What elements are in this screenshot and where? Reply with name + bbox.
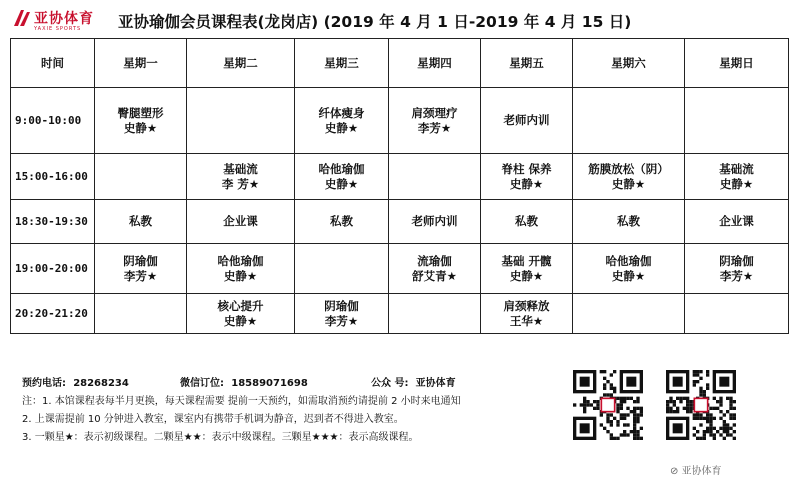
qr-code-icon xyxy=(666,370,736,440)
class-name: 核心提升 xyxy=(217,298,264,313)
class-name: 老师内训 xyxy=(411,214,458,228)
class-cell-saturday xyxy=(573,88,685,154)
contact-line xyxy=(22,374,456,389)
class-name: 哈他瑜伽 xyxy=(318,161,365,176)
class-cell-monday xyxy=(95,244,187,294)
instructor: 史静★ xyxy=(611,176,646,191)
class-name: 阴瑜伽 xyxy=(719,253,754,268)
instructor: 王华★ xyxy=(509,313,544,328)
header-monday: 星期一 xyxy=(95,39,187,88)
class-cell-saturday xyxy=(573,244,685,294)
class-name: 基础流 xyxy=(223,161,258,176)
class-cell-sunday xyxy=(685,88,789,154)
header-friday: 星期五 xyxy=(481,39,573,88)
instructor: 李芳★ xyxy=(324,313,359,328)
instructor: 史静★ xyxy=(324,120,359,135)
instructor: 李芳★ xyxy=(719,268,754,283)
phone-value: 28268234 xyxy=(73,378,129,389)
instructor: 李芳★ xyxy=(123,268,158,283)
table-row xyxy=(11,244,789,294)
note-3: 3. 一颗星★：表示初级课程。二颗星★★：表示中级课程。三颗星★★★：表示高级课程。 xyxy=(22,432,419,443)
class-cell-thursday xyxy=(389,200,481,244)
class-cell-friday xyxy=(481,294,573,334)
qr-code-icon xyxy=(573,370,643,440)
header-sunday: 星期日 xyxy=(685,39,789,88)
class-cell-wednesday xyxy=(295,154,389,200)
table-row xyxy=(11,88,789,154)
header-wednesday: 星期三 xyxy=(295,39,389,88)
table-row xyxy=(11,200,789,244)
class-cell-monday xyxy=(95,294,187,334)
header-thursday: 星期四 xyxy=(389,39,481,88)
class-cell-tuesday xyxy=(187,244,295,294)
header-time: 时间 xyxy=(11,39,95,88)
class-cell-monday xyxy=(95,200,187,244)
brand-subtitle: YAXIE SPORTS xyxy=(34,26,82,32)
class-cell-saturday xyxy=(573,200,685,244)
class-name: 阴瑜伽 xyxy=(123,253,158,268)
instructor: 史静★ xyxy=(324,176,359,191)
class-cell-tuesday xyxy=(187,200,295,244)
class-cell-friday xyxy=(481,88,573,154)
class-cell-wednesday xyxy=(295,294,389,334)
class-name: 纤体瘦身 xyxy=(318,105,365,120)
class-name: 臀腿塑形 xyxy=(117,105,164,120)
schedule-table xyxy=(10,38,789,334)
class-cell-sunday xyxy=(685,200,789,244)
class-cell-sunday xyxy=(685,294,789,334)
brand-name: 亚协体育 xyxy=(34,11,94,27)
class-cell-thursday xyxy=(389,294,481,334)
class-cell-friday xyxy=(481,200,573,244)
time-slot: 15:00-16:00 xyxy=(11,154,95,200)
class-cell-sunday xyxy=(685,154,789,200)
class-cell-sunday xyxy=(685,244,789,294)
class-name: 阴瑜伽 xyxy=(324,298,359,313)
class-cell-wednesday xyxy=(295,244,389,294)
brand-logo xyxy=(4,4,96,38)
note-2: 2. 上课需提前 10 分钟进入教室，课室内有携带手机调为静音，迟到者不得进入教室。 xyxy=(22,414,404,425)
class-cell-monday xyxy=(95,154,187,200)
header-saturday: 星期六 xyxy=(573,39,685,88)
class-cell-tuesday xyxy=(187,294,295,334)
class-cell-saturday xyxy=(573,294,685,334)
class-cell-wednesday xyxy=(295,200,389,244)
time-slot: 18:30-19:30 xyxy=(11,200,95,244)
instructor: 史静★ xyxy=(509,176,544,191)
class-name: 筋膜放松（阴） xyxy=(588,161,669,176)
brand-mark-icon xyxy=(12,8,34,28)
class-name: 哈他瑜伽 xyxy=(217,253,264,268)
class-name: 流瑜伽 xyxy=(417,253,452,268)
header-row xyxy=(11,39,789,88)
class-name: 私教 xyxy=(617,214,640,228)
class-name: 老师内训 xyxy=(503,113,550,127)
class-name: 哈他瑜伽 xyxy=(605,253,652,268)
class-cell-thursday xyxy=(389,154,481,200)
class-name: 私教 xyxy=(515,214,538,228)
time-slot: 9:00-10:00 xyxy=(11,88,95,154)
class-cell-friday xyxy=(481,244,573,294)
instructor: 李芳★ xyxy=(417,120,452,135)
table-row xyxy=(11,154,789,200)
official-label: 公众 号: xyxy=(370,378,409,389)
class-name: 基础流 xyxy=(719,161,754,176)
table-row xyxy=(11,294,789,334)
class-name: 基础 开髋 xyxy=(501,253,552,268)
instructor: 史静★ xyxy=(123,120,158,135)
instructor: 舒艾青★ xyxy=(412,268,457,283)
time-slot: 19:00-20:00 xyxy=(11,244,95,294)
instructor: 李 芳★ xyxy=(221,176,260,191)
note-1: 注：1. 本馆课程表每半月更换，每天课程需要 提前一天预约，如需取消预约请提前 2 小时来电通知 xyxy=(22,396,461,407)
class-name: 私教 xyxy=(330,214,353,228)
class-name: 企业课 xyxy=(223,214,258,228)
watermark: ⊘ 亚协体育 xyxy=(670,466,722,477)
class-name: 肩颈释放 xyxy=(503,298,550,313)
instructor: 史静★ xyxy=(611,268,646,283)
instructor: 史静★ xyxy=(223,268,258,283)
header-tuesday: 星期二 xyxy=(187,39,295,88)
page-title: 亚协瑜伽会员课程表(龙岗店) (2019 年 4 月 1 日-2019 年 4 月 15 日) xyxy=(118,13,632,31)
time-slot: 20:20-21:20 xyxy=(11,294,95,334)
instructor: 史静★ xyxy=(509,268,544,283)
class-cell-saturday xyxy=(573,154,685,200)
wechat-value: 18589071698 xyxy=(231,378,308,389)
class-name: 脊柱 保养 xyxy=(501,161,552,176)
instructor: 史静★ xyxy=(223,313,258,328)
instructor: 史静★ xyxy=(719,176,754,191)
class-name: 肩颈理疗 xyxy=(411,105,458,120)
class-cell-thursday xyxy=(389,244,481,294)
class-name: 私教 xyxy=(129,214,152,228)
class-cell-monday xyxy=(95,88,187,154)
official-value: 亚协体育 xyxy=(415,378,456,389)
wechat-label: 微信订位: xyxy=(180,378,225,389)
class-cell-tuesday xyxy=(187,154,295,200)
class-cell-wednesday xyxy=(295,88,389,154)
class-cell-thursday xyxy=(389,88,481,154)
class-cell-tuesday xyxy=(187,88,295,154)
class-name: 企业课 xyxy=(719,214,754,228)
phone-label: 预约电话: xyxy=(22,378,66,389)
class-cell-friday xyxy=(481,154,573,200)
